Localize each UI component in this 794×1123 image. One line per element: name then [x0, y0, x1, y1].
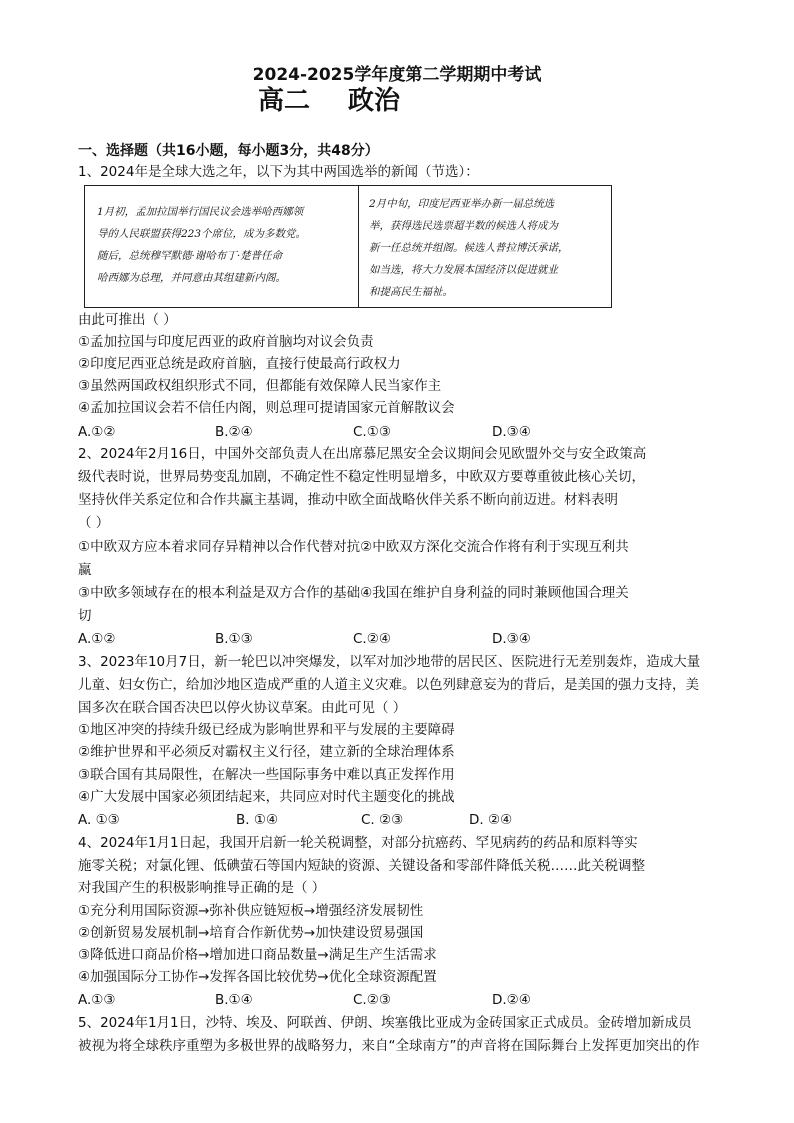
q2-statement: 赢: [78, 562, 92, 578]
news-right-line: 2月中旬，印度尼西亚举办新一届总统选: [369, 198, 555, 210]
q2-stem-line: 级代表时说，世界局势变乱加剧，不确定性不稳定性明显增多，中欧双方要尊重彼此核心关切，: [78, 469, 645, 485]
q4-stem-line: 4、2024年1月1日起，我国开启新一轮关税调整，对部分抗癌药、罕见病药的药品和原料等实: [78, 835, 638, 851]
q2-option-d[interactable]: D.③④: [492, 631, 531, 647]
q2-option-c[interactable]: C.②④: [353, 631, 391, 647]
q4-statement: ④加强国际分工协作→发挥各国比较优势→优化全球资源配置: [78, 969, 437, 985]
q5-stem-line: 5、2024年1月1日，沙特、埃及、阿联酋、伊朗、埃塞俄比亚成为金砖国家正式成员。金砖增加新成员: [78, 1015, 692, 1031]
q1-stem: 1、2024年是全球大选之年，以下为其中两国选举的新闻（节选）：: [78, 164, 479, 180]
news-right-line: 举，获得选民选票超半数的候选人将成为: [369, 220, 558, 232]
q4-option-c[interactable]: C.②③: [353, 992, 391, 1008]
q1-statement: ③虽然两国政权组织形式不同，但都能有效保障人民当家作主: [78, 378, 442, 394]
news-left: [85, 186, 357, 307]
q4-option-d[interactable]: D.②④: [492, 992, 531, 1008]
q1-option-a[interactable]: A.①②: [78, 424, 116, 440]
q3-statement: ③联合国有其局限性，在解决一些国际事务中难以真正发挥作用: [78, 767, 455, 783]
section-heading: 一、选择题（共16小题，每小题3分，共48分）: [78, 143, 379, 159]
q3-stem-line: 3、2023年10月7日，新一轮巴以冲突爆发，以军对加沙地带的居民区、医院进行无差别轰炸，造成大量: [78, 654, 701, 670]
q4-stem-line: 对我国产生的积极影响推导正确的是（ ）: [78, 880, 326, 896]
q2-option-a[interactable]: A.①②: [78, 631, 116, 647]
q3-statement: ①地区冲突的持续升级已经成为影响世界和平与发展的主要障碍: [78, 722, 455, 738]
news-box: [84, 185, 612, 308]
q4-option-b[interactable]: B.①④: [215, 992, 253, 1008]
news-right-line: 和提高民生福祉。: [369, 286, 453, 298]
news-left-line: 哈西娜为总理，并同意由其组建新内阁。: [97, 272, 286, 284]
q1-statement: ②印度尼西亚总统是政府首脑，直接行使最高行政权力: [78, 356, 401, 372]
q3-stem-line: 国多次在联合国否决巴以停火协议草案。由此可见（ ）: [78, 700, 407, 716]
q2-stem-line: 2、2024年2月16日，中国外交部负责人在出席慕尼黑安全会议期间会见欧盟外交与安全政策高: [78, 446, 647, 462]
news-left-line: 随后，总统穆罕默德·谢哈布丁·楚普任命: [97, 250, 283, 262]
q4-option-a[interactable]: A.①③: [78, 992, 116, 1008]
q1-prompt: 由此可推出（ ）: [78, 312, 177, 328]
q5-stem-line: 被视为将全球秩序重塑为多极世界的战略努力，来自“全球南方”的声音将在国际舞台上发挥更加突出的作: [78, 1038, 700, 1054]
q4-stem-line: 施零关税；对氯化锂、低碘萤石等国内短缺的资源、关键设备和零部件降低关税……此关税调整: [78, 858, 645, 874]
q2-stem-line: 坚持伙伴关系定位和合作共赢主基调，推动中欧全面战略伙伴关系不断向前迈进。材料表明: [78, 492, 618, 508]
news-right-line: 如当选，将大力发展本国经济以促进就业: [369, 264, 558, 276]
q3-statement: ②维护世界和平必须反对霸权主义行径，建立新的全球治理体系: [78, 744, 455, 760]
q3-statement: ④广大发展中国家必须团结起来，共同应对时代主题变化的挑战: [78, 789, 455, 805]
news-left-line: 1月初，孟加拉国举行国民议会选举哈西娜领: [97, 206, 304, 218]
exam-title: 2024-2025学年度第二学期期中考试: [252, 65, 542, 85]
q1-option-b[interactable]: B.②④: [215, 424, 253, 440]
q2-statement: 切: [78, 608, 92, 624]
q3-option-b[interactable]: B. ①④: [236, 812, 279, 828]
q3-option-d[interactable]: D. ②④: [469, 812, 513, 828]
q2-option-b[interactable]: B.①③: [215, 631, 253, 647]
q3-stem-line: 儿童、妇女伤亡，给加沙地区造成严重的人道主义灾难。以色列肆意妄为的背后，是美国的强力支持，美: [78, 677, 699, 693]
news-right-line: 新一任总统并组阁。候选人普拉博沃承诺，: [369, 242, 569, 254]
q3-option-a[interactable]: A. ①③: [78, 812, 120, 828]
q1-option-c[interactable]: C.①③: [353, 424, 391, 440]
q2-stem-line: （ ）: [78, 515, 110, 531]
q1-statement: ①孟加拉国与印度尼西亚的政府首脑均对议会负责: [78, 334, 374, 350]
grade-label: 高二: [258, 86, 311, 116]
q4-statement: ②创新贸易发展机制→培育合作新优势→加快建设贸易强国: [78, 925, 424, 941]
q2-statement: ①中欧双方应本着求同存异精神以合作代替对抗②中欧双方深化交流合作将有利于实现互利共: [78, 539, 629, 555]
q2-statement: ③中欧多领域存在的根本利益是双方合作的基础④我国在维护自身利益的同时兼顾他国合理关: [78, 585, 629, 601]
q4-statement: ③降低进口商品价格→增加进口商品数量→满足生产生活需求: [78, 947, 437, 963]
q4-statement: ①充分利用国际资源→弥补供应链短板→增强经济发展韧性: [78, 903, 424, 919]
q1-statement: ④孟加拉国议会若不信任内阁，则总理可提请国家元首解散议会: [78, 400, 455, 416]
subject-label: 政治: [348, 86, 401, 116]
q3-option-c[interactable]: C. ②③: [361, 812, 404, 828]
q1-option-d[interactable]: D.③④: [492, 424, 531, 440]
news-left-line: 导的人民联盟获得223个席位，成为多数党。: [97, 228, 307, 240]
news-right: [358, 186, 611, 307]
